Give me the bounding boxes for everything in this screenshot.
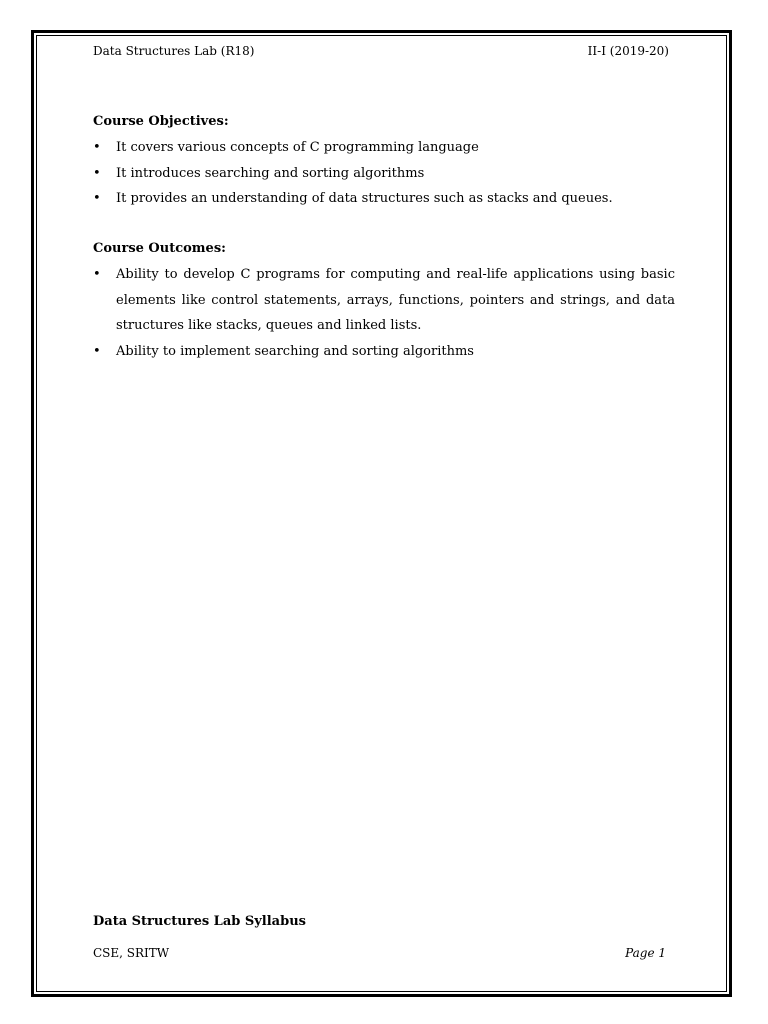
outcome-item [93,339,675,365]
objective-item [93,135,675,161]
course-objectives-list [93,135,675,212]
objective-text: It covers various concepts of C programming language [116,140,479,155]
course-outcomes-section [93,236,675,364]
outcome-item [93,262,675,339]
objective-text: It provides an understanding of data structures such as stacks and queues. [116,191,613,206]
objective-item [93,161,675,187]
course-objectives-section [93,109,675,212]
bullet-icon: • [93,140,101,155]
bullet-icon: • [93,191,101,206]
objective-item [93,186,675,212]
header-semester: II-I (2019-20) [587,44,669,58]
footer-department: CSE, SRITW [93,946,170,960]
footer-syllabus-title: Data Structures Lab Syllabus [93,914,306,929]
course-objectives-heading: Course Objectives: [93,114,229,129]
course-outcomes-heading: Course Outcomes: [93,241,226,256]
outcome-text: Ability to develop C programs for computing and real-life applications using basic elements like control statements, arrays, functions, pointers and strings, and data structures like stacks, queues and linked lists. [116,267,675,333]
outcome-text: Ability to implement searching and sorting algorithms [116,343,474,359]
objective-text: It introduces searching and sorting algorithms [116,165,425,181]
bullet-icon: • [93,267,101,282]
bullet-icon: • [93,343,101,359]
header-course-title: Data Structures Lab (R18) [93,44,255,58]
course-outcomes-list [93,262,675,364]
bullet-icon: • [93,165,101,181]
footer-page-number: Page 1 [625,946,666,960]
